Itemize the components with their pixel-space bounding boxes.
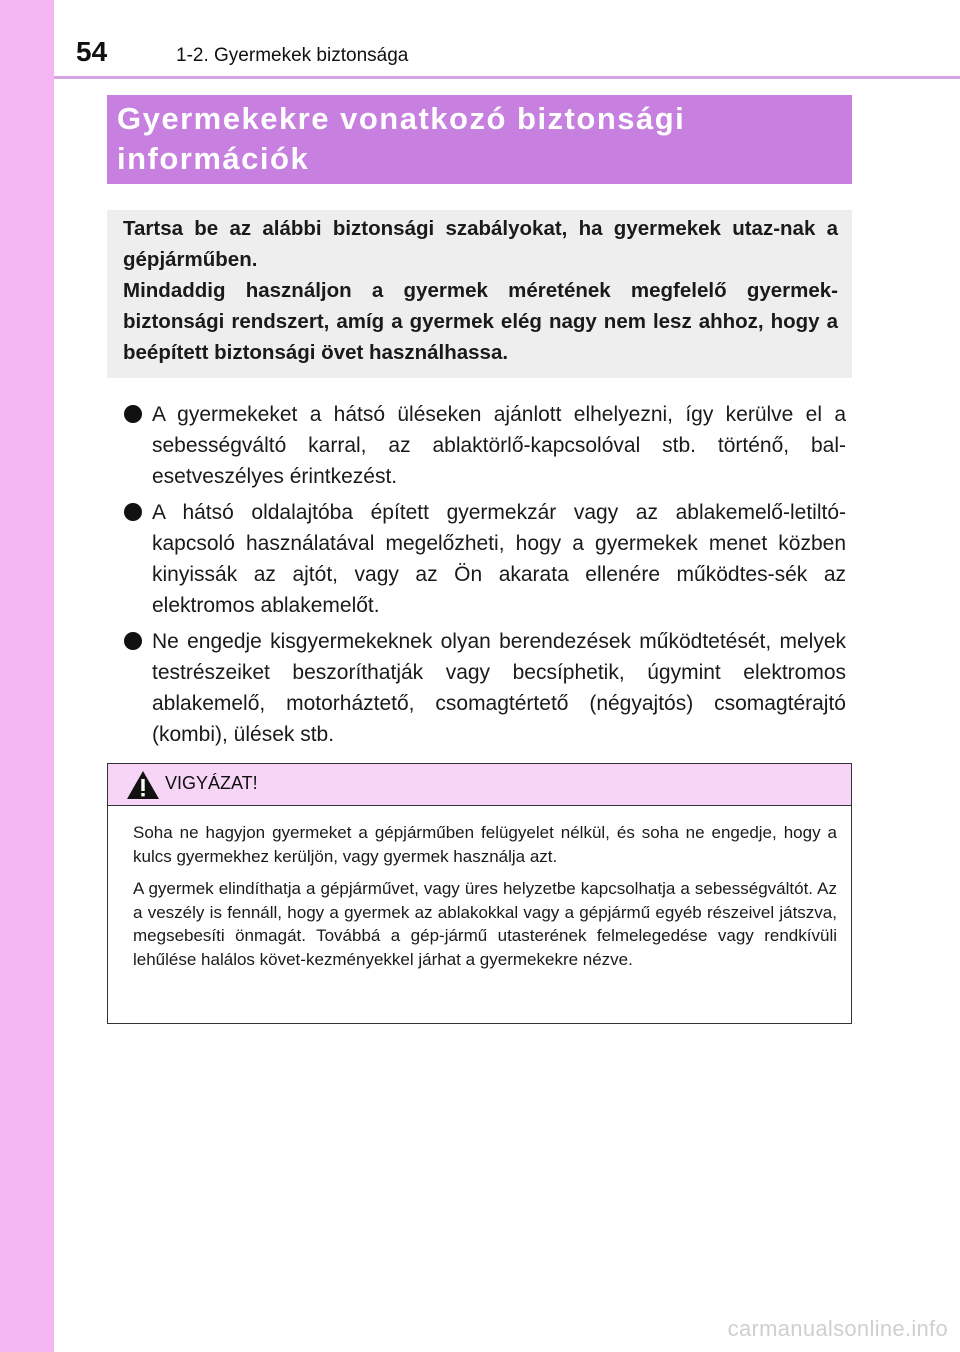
warning-box <box>107 763 852 1024</box>
bullet-dot-icon <box>124 405 142 423</box>
list-item-text: A gyermekeket a hátsó üléseken ajánlott elhelyezni, így kerülve el a sebességváltó karral, az ablaktörlő-kapcsolóval stb. történő, bal-esetveszélyes érintkezést. <box>152 403 846 488</box>
list-item <box>124 497 846 621</box>
section-title-band <box>107 95 852 184</box>
warning-header <box>108 764 851 806</box>
section-title-line-2: információk <box>117 141 310 176</box>
bullet-dot-icon <box>124 503 142 521</box>
list-item-text: A hátsó oldalajtóba épített gyermekzár vagy az ablakemelő-letiltó-kapcsoló használatával megelőzheti, hogy a gyermekek menet közben kinyissák az ajtót, vagy az Ön akarata ellenére működtes-sék az elektromos ablakemelőt. <box>152 501 846 617</box>
intro-paragraph-1: Tartsa be az alábbi biztonsági szabályokat, ha gyermekek utaz-nak a gépjárműben. <box>123 217 838 271</box>
intro-box <box>107 210 852 378</box>
list-item <box>124 399 846 492</box>
side-tab-strip <box>0 0 54 1352</box>
section-title-line-1: Gyermekekre vonatkozó biztonsági <box>117 101 686 136</box>
warning-title: VIGYÁZAT! <box>165 773 258 793</box>
page-number: 54 <box>76 36 108 67</box>
bullet-dot-icon <box>124 632 142 650</box>
intro-paragraph-2: Mindaddig használjon a gyermek méretének megfelelő gyermek-biztonsági rendszert, amíg a gyermek elég nagy nem lesz ahhoz, hogy a beépített biztonsági övet használhassa. <box>123 279 838 364</box>
warning-body <box>108 806 851 971</box>
warning-paragraph-2: A gyermek elindíthatja a gépjárművet, vagy üres helyzetbe kapcsolhatja a sebességváltót. Az a veszély is fennáll, hogy a gyermek az ablakokkal vagy a gépjármű egyéb részeivel játszva, megsebesíti önmagát. Továbbá a gép-jármű utasterének felmelegedése vagy rendkívüli lehűlése halálos követ-kezményekkel járhat a gyermekekre nézve. <box>133 879 837 969</box>
watermark: carmanualsonline.info <box>727 1316 948 1341</box>
warning-triangle-icon <box>126 770 160 800</box>
bullet-list <box>124 399 846 755</box>
list-item <box>124 626 846 750</box>
chapter-title: 1-2. Gyermekek biztonsága <box>176 45 409 66</box>
warning-paragraph-1: Soha ne hagyjon gyermeket a gépjárműben felügyelet nélkül, és soha ne engedje, hogy a kulcs gyermekhez kerüljön, vagy gyermek használja azt. <box>133 823 837 866</box>
list-item-text: Ne engedje kisgyermekeknek olyan berendezések működtetését, melyek testrészeiket beszoríthatják vagy becsíphetik, úgymint elektromos ablakemelő, motorháztető, csomagtértető (négyajtós) csomagtérajtó (kombi), ülések stb. <box>152 630 846 746</box>
header-divider <box>54 76 960 79</box>
